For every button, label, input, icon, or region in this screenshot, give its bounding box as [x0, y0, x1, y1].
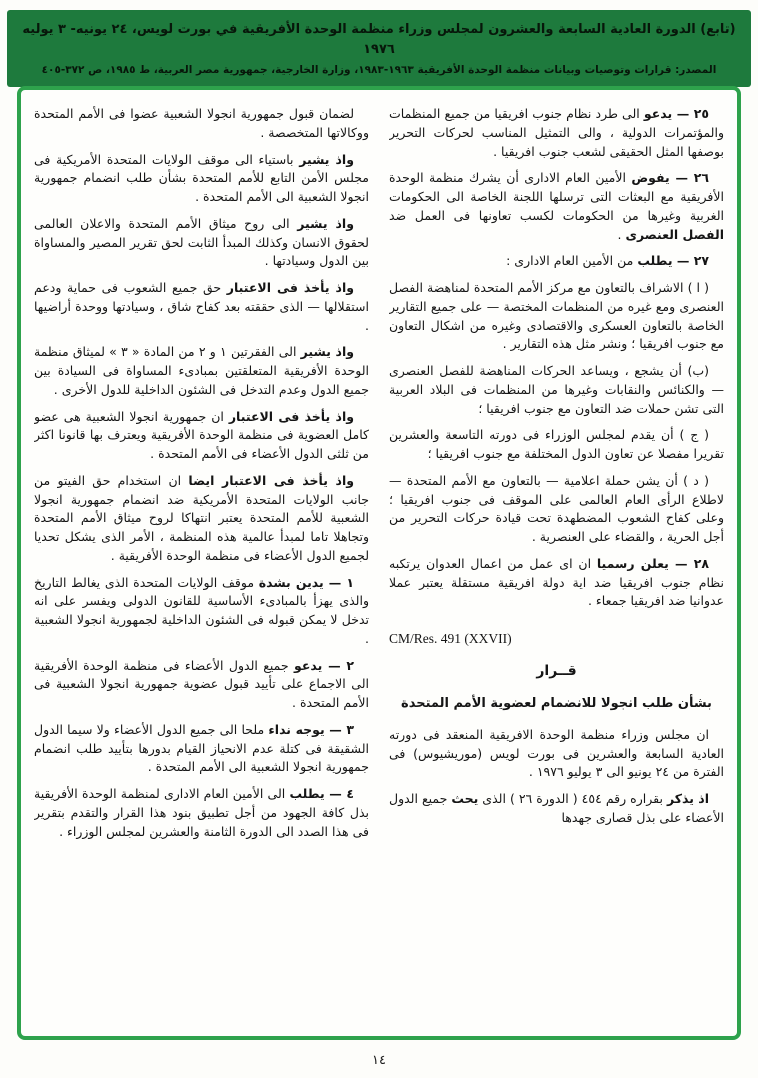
resolution-number: CM/Res. 491 (XXVII) [389, 631, 512, 646]
paragraph: لضمان قبول جمهورية انجولا الشعبية عضوا فى الأمم المتحدة ووكالاتها المتخصصة . [34, 106, 369, 140]
paragraph: اذ يذكر بقراره رقم ٤٥٤ ( الدورة ٢٦ ) الذى يحث جميع الدول الأعضاء على بذل قصارى جهدها [389, 791, 724, 825]
resolution-heading: بشأن طلب انجولا للانضمام لعضوية الأمم المتحدة [401, 696, 712, 712]
paragraph: (ب) أن يشجع ، ويساعد الحركات المناهضة للفصل العنصرى — والكنائس والنقابات وغيرها من المنظمات فى البلاد العربية التى تشن حملات ضد التعاون مع جنوب افريقيا ؛ [389, 363, 724, 416]
paragraph: ٢٧ — يطلب من الأمين العام الادارى : [506, 253, 709, 269]
page-number: ١٤ [372, 1053, 386, 1068]
paragraph: واذ يأخذ فى الاعتبار ايضا ان استخدام حق الفيتو من جانب الولايات المتحدة الأمريكية ضد انضمام جمهورية انجولا الشعبية للأمم المتحدة يعتبر انتهاكا لروح ميثاق الأمم المتحدة وتجاهلا تاما لمبدأ عالمية هذه المنظمة ، الأمر الذى يشكل تحديا لجميع الدول الأعضاء فى منظمة الوحدة الأفريقية . [34, 472, 369, 563]
paragraph: واذ يشير باستياء الى موقف الولايات المتحدة الأمريكية فى مجلس الأمن التابع للأمم المتحدة بشأن طلب انضمام جمهورية انجولا الشعبية الى الأمم المتحدة . [34, 151, 369, 204]
paragraph: ٢٥ — يدعو الى طرد نظام جنوب افريقيا من جميع المنظمات والمؤتمرات الدولية ، والى التمثيل المناسب لحركات التحرير بوصفها المثل الحقيقى لشعب جنوب افريقيا . [389, 106, 724, 159]
paragraph: ان مجلس وزراء منظمة الوحدة الافريقية المنعقد فى دورته العادية السابعة والعشرين فى بورت لويس (موريشيوس) فى الفترة من ٢٤ يونيو الى ٣ يوليو ١٩٧٦ . [389, 726, 724, 780]
paragraph: ( ا ) الاشراف بالتعاون مع مركز الأمم المتحدة لمناهضة الفصل العنصرى ومع غيره من المنظمات المختصة — على جميع التقارير الخاصة بالتعاون العسكرى والاقتصادى وغيره من اشكال التعاون مع جنوب افريقيا ؛ ونشر مثل هذه التقارير . [389, 280, 724, 352]
column-left [34, 105, 369, 1021]
paragraph: واذ يأخذ فى الاعتبار حق جميع الشعوب فى حماية ودعم استقلالها — الذى حققته بعد كفاح شاق ، وسيادتها ووحدة أراضيها . [34, 280, 369, 333]
paragraph: ٢ — يدعو جميع الدول الأعضاء فى منظمة الوحدة الأفريقية الى الاجماع على تأييد قبول عضوية جمهورية انجولا الشعبية فى الأمم المتحدة . [34, 657, 369, 710]
resolution-heading: قــرار [536, 663, 577, 680]
content-frame [17, 86, 741, 1040]
paragraph: واذ يشير الى الفقرتين ١ و ٢ من المادة « ٣ » لميثاق منظمة الوحدة الأفريقية المتعلقتين بمبادىء المساواة فى السيادة بين جميع الدول وعدم التدخل فى الشئون الداخلية للدول الأخرى . [34, 344, 369, 397]
paragraph: واذ يأخذ فى الاعتبار ان جمهورية انجولا الشعبية هى عضو كامل العضوية فى منظمة الوحدة الأفريقية ويعترف بها قانونا اكثر من ثلثى الدول الأعضاء فى الأمم المتحدة . [34, 408, 369, 461]
paragraph: ( ج ) أن يقدم لمجلس الوزراء فى دورته التاسعة والعشرين تقريرا مفصلا عن تعاون الدول المختلفة مع جنوب افريقيا ؛ [389, 427, 724, 461]
paragraph: ( د ) أن يشن حملة اعلامية — بالتعاون مع الأمم المتحدة — لاطلاع الرأى العام العالمى على الموقف فى جنوب افريقيا ؛ وعلى كفاح الشعوب المضطهدة تحت قيادة حركات التحرير من أجل الحرية ، والقضاء على العنصرية . [389, 472, 724, 544]
paragraph: ١ — يدين بشدة موقف الولايات المتحدة الذى يغالط التاريخ والذى يهزأ بالمبادىء الأساسية للقانون الدولى ويفسر على انه تدخل لا يمكن قبوله فى الشئون الداخلية لجمهورية انجولا الشعبية . [34, 574, 369, 646]
column-right [389, 105, 724, 1021]
header-session-title: (تابع) الدورة العادية السابعة والعشرون لمجلس وزراء منظمة الوحدة الأفريقية في بورت لويس، ٢٤ يونيه- ٣ يوليه ١٩٧٦ [22, 22, 736, 57]
paragraph: ٣ — يوجه نداء ملحا الى جميع الدول الأعضاء ولا سيما الدول الشقيقة فى كتلة عدم الانحياز القيام بدورها بتأييد طلب انضمام جمهورية انجولا الشعبية الى الأمم المتحدة . [34, 721, 369, 775]
paragraph: ٤ — يطلب الى الأمين العام الادارى لمنظمة الوحدة الأفريقية بذل كافة الجهود من أجل تطبيق بنود هذا القرار والتقدم بتقرير فى هذا الصدد الى الدورة الثامنة والعشرين لمجلس الوزراء . [34, 786, 369, 839]
header-source-line: المصدر: قرارات وتوصيات وبيانات منظمة الوحدة الأفريقية ١٩٦٣-١٩٨٣، وزارة الخارجية، جمهورية مصر العربية، ط ١٩٨٥، ص ٣٧٢-٤٠٥ [41, 64, 717, 76]
paragraph: ٢٨ — يعلن رسميا ان اى عمل من اعمال العدوان يرتكبه نظام جنوب افريقيا ضد اية دولة افريقية مستقلة يعتبر عملا عدوانيا ضد افريقيا جمعاء . [389, 555, 724, 609]
paragraph: ٢٦ — يفوض الأمين العام الادارى أن يشرك منظمة الوحدة الأفريقية مع البعثات التى ترسلها اللجنة الخاصة الى الحكومات الغربية وغيرها من الحكومات لكسب تعاونها فى العمل ضد الفصل العنصرى . [389, 170, 724, 242]
page-header [7, 10, 751, 87]
paragraph: واذ يشير الى روح ميثاق الأمم المتحدة والاعلان العالمى لحقوق الانسان وكذلك المبدأ الثابت لحق تقرير المصير والمساواة بين الدول وسيادتها . [34, 215, 369, 269]
